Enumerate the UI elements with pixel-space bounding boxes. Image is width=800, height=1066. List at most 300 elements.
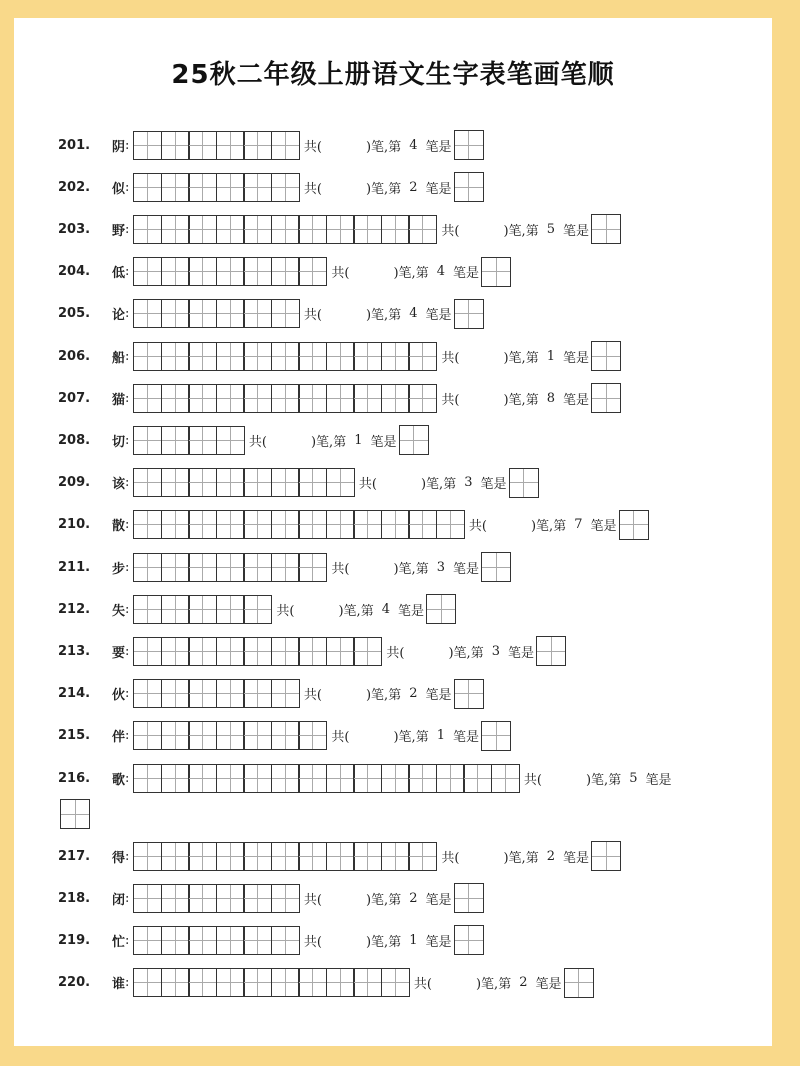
di-label: 第 [388, 688, 402, 704]
stroke-box[interactable] [243, 384, 272, 413]
bishi-label: 笔是 [425, 308, 452, 324]
nth-stroke-number: 8 [546, 390, 555, 406]
stroke-box[interactable] [133, 968, 162, 997]
stroke-box[interactable] [381, 842, 410, 871]
stroke-boxes [133, 721, 327, 750]
stroke-box[interactable] [298, 342, 327, 371]
stroke-box[interactable] [243, 173, 272, 202]
gong-label: 共( [331, 730, 350, 746]
exercise-row [58, 214, 621, 244]
nth-stroke-number: 4 [436, 264, 445, 280]
stroke-box[interactable] [188, 721, 217, 750]
stroke-question [386, 636, 566, 666]
answer-box[interactable] [454, 299, 484, 329]
stroke-box[interactable] [353, 764, 382, 793]
stroke-box[interactable] [161, 510, 190, 539]
bi-label: )笔, [475, 977, 499, 993]
item-number: 203. [58, 221, 91, 237]
gong-label: 共( [441, 223, 460, 239]
gong-label: 共( [441, 350, 460, 366]
stroke-box[interactable] [216, 384, 245, 413]
bi-label: )笔, [365, 181, 389, 197]
stroke-box[interactable] [133, 257, 162, 286]
stroke-box[interactable] [298, 553, 327, 582]
stroke-box[interactable] [161, 131, 190, 160]
stroke-box[interactable] [436, 764, 465, 793]
exercise-row [58, 130, 484, 160]
stroke-box[interactable] [188, 173, 217, 202]
stroke-boxes [133, 637, 382, 666]
item-number: 210. [58, 517, 91, 533]
character: 歌 [112, 772, 126, 788]
bi-label: )笔, [365, 308, 389, 324]
stroke-box[interactable] [243, 131, 272, 160]
stroke-box[interactable] [381, 384, 410, 413]
stroke-box[interactable] [271, 553, 300, 582]
stroke-boxes [133, 468, 355, 497]
gong-label: 共( [358, 477, 377, 493]
colon: : [125, 975, 130, 991]
gong-label: 共( [386, 645, 405, 661]
answer-box[interactable] [454, 925, 484, 955]
gong-label: 共( [441, 850, 460, 866]
worksheet-page [14, 18, 772, 1046]
di-label: 第 [443, 477, 457, 493]
nth-stroke-number: 2 [546, 848, 555, 864]
stroke-box[interactable] [271, 173, 300, 202]
stroke-box[interactable] [216, 764, 245, 793]
stroke-box[interactable] [298, 510, 327, 539]
di-label: 第 [415, 561, 429, 577]
stroke-box[interactable] [216, 342, 245, 371]
stroke-box[interactable] [216, 426, 245, 455]
stroke-box[interactable] [188, 679, 217, 708]
bishi-label: 笔是 [508, 645, 535, 661]
stroke-box[interactable] [216, 926, 245, 955]
stroke-box[interactable] [216, 173, 245, 202]
nth-stroke-number: 3 [491, 643, 500, 659]
answer-box-wrap [58, 799, 90, 829]
gong-label: 共( [331, 561, 350, 577]
stroke-box[interactable] [161, 842, 190, 871]
stroke-box[interactable] [188, 926, 217, 955]
stroke-box[interactable] [298, 842, 327, 871]
di-label: 第 [553, 519, 567, 535]
stroke-box[interactable] [326, 968, 355, 997]
bi-label: )笔, [503, 850, 526, 866]
character: 要 [112, 645, 126, 661]
stroke-question [441, 383, 621, 413]
nth-stroke-number: 4 [409, 137, 418, 153]
answer-box[interactable] [399, 425, 429, 455]
stroke-box[interactable] [326, 384, 355, 413]
stroke-boxes [133, 299, 300, 328]
stroke-box[interactable] [161, 968, 190, 997]
di-label: 第 [608, 772, 622, 788]
stroke-box[interactable] [298, 257, 327, 286]
stroke-box[interactable] [271, 968, 300, 997]
stroke-box[interactable] [188, 131, 217, 160]
stroke-box[interactable] [271, 679, 300, 708]
di-label: 第 [525, 392, 539, 408]
answer-box[interactable] [426, 594, 456, 624]
gong-label: 共( [523, 772, 542, 788]
bishi-label: 笔是 [425, 892, 452, 908]
stroke-question [469, 510, 649, 540]
stroke-box[interactable] [216, 510, 245, 539]
di-label: 第 [388, 181, 402, 197]
answer-box[interactable] [454, 130, 484, 160]
stroke-boxes [133, 426, 245, 455]
stroke-box[interactable] [271, 510, 300, 539]
character: 谁 [112, 977, 126, 993]
exercise-row [58, 925, 484, 955]
stroke-box[interactable] [188, 764, 217, 793]
stroke-box[interactable] [463, 764, 492, 793]
stroke-box[interactable] [381, 764, 410, 793]
stroke-box[interactable] [216, 884, 245, 913]
colon: : [125, 390, 130, 406]
stroke-box[interactable] [161, 426, 190, 455]
gong-label: 共( [303, 934, 322, 950]
stroke-question [331, 721, 511, 751]
nth-stroke-number: 2 [519, 975, 528, 991]
stroke-box[interactable] [271, 884, 300, 913]
stroke-boxes [133, 595, 272, 624]
stroke-box[interactable] [188, 884, 217, 913]
stroke-box[interactable] [161, 679, 190, 708]
exercise-row [58, 594, 456, 624]
bishi-label: 笔是 [453, 730, 480, 746]
item-number: 215. [58, 728, 91, 744]
stroke-box[interactable] [188, 553, 217, 582]
stroke-box[interactable] [243, 215, 272, 244]
stroke-box[interactable] [408, 342, 437, 371]
stroke-box[interactable] [381, 968, 410, 997]
bi-label: )笔, [365, 688, 389, 704]
stroke-box[interactable] [188, 342, 217, 371]
stroke-box[interactable] [133, 342, 162, 371]
bi-label: )笔, [420, 477, 444, 493]
stroke-box[interactable] [161, 173, 190, 202]
nth-stroke-number: 1 [354, 432, 363, 448]
stroke-box[interactable] [161, 595, 190, 624]
stroke-box[interactable] [271, 637, 300, 666]
stroke-box[interactable] [188, 510, 217, 539]
character: 得 [112, 850, 126, 866]
stroke-box[interactable] [326, 842, 355, 871]
stroke-box[interactable] [188, 215, 217, 244]
character: 论 [112, 308, 126, 324]
stroke-box[interactable] [353, 637, 382, 666]
stroke-box[interactable] [133, 842, 162, 871]
stroke-box[interactable] [161, 764, 190, 793]
stroke-box[interactable] [133, 131, 162, 160]
stroke-box[interactable] [243, 553, 272, 582]
bi-label: )笔, [365, 892, 389, 908]
stroke-box[interactable] [188, 384, 217, 413]
stroke-box[interactable] [216, 595, 245, 624]
stroke-box[interactable] [271, 721, 300, 750]
stroke-box[interactable] [353, 215, 382, 244]
stroke-box[interactable] [353, 510, 382, 539]
exercise-row [58, 510, 649, 540]
stroke-box[interactable] [298, 721, 327, 750]
stroke-box[interactable] [133, 637, 162, 666]
stroke-box[interactable] [133, 926, 162, 955]
stroke-box[interactable] [161, 926, 190, 955]
stroke-box[interactable] [188, 468, 217, 497]
bishi-label: 笔是 [563, 850, 590, 866]
character: 似 [112, 181, 126, 197]
answer-box[interactable] [481, 552, 511, 582]
stroke-box[interactable] [133, 721, 162, 750]
stroke-box[interactable] [298, 215, 327, 244]
stroke-box[interactable] [243, 721, 272, 750]
stroke-box[interactable] [271, 215, 300, 244]
exercise-row [58, 883, 484, 913]
stroke-question [359, 468, 539, 498]
stroke-box[interactable] [133, 884, 162, 913]
stroke-box[interactable] [161, 884, 190, 913]
stroke-box[interactable] [326, 215, 355, 244]
stroke-box[interactable] [408, 215, 437, 244]
stroke-box[interactable] [243, 595, 272, 624]
bi-label: )笔, [503, 392, 526, 408]
stroke-box[interactable] [298, 384, 327, 413]
item-number: 209. [58, 475, 91, 491]
stroke-box[interactable] [243, 637, 272, 666]
answer-box[interactable] [481, 257, 511, 287]
di-label: 第 [360, 603, 374, 619]
item-number: 212. [58, 601, 91, 617]
answer-box[interactable] [454, 679, 484, 709]
stroke-box[interactable] [298, 968, 327, 997]
stroke-box[interactable] [491, 764, 520, 793]
stroke-box[interactable] [216, 721, 245, 750]
stroke-box[interactable] [271, 299, 300, 328]
stroke-boxes [133, 842, 437, 871]
stroke-box[interactable] [298, 764, 327, 793]
stroke-box[interactable] [161, 342, 190, 371]
stroke-box[interactable] [271, 131, 300, 160]
nth-stroke-number: 4 [409, 306, 418, 322]
stroke-box[interactable] [408, 764, 437, 793]
stroke-box[interactable] [216, 131, 245, 160]
stroke-box[interactable] [161, 215, 190, 244]
stroke-box[interactable] [216, 842, 245, 871]
stroke-box[interactable] [133, 468, 162, 497]
stroke-box[interactable] [216, 968, 245, 997]
character: 切 [112, 434, 126, 450]
item-number: 217. [58, 848, 91, 864]
stroke-box[interactable] [381, 215, 410, 244]
stroke-box[interactable] [408, 510, 437, 539]
stroke-box[interactable] [216, 553, 245, 582]
stroke-box[interactable] [408, 384, 437, 413]
bishi-label: 笔是 [453, 561, 480, 577]
stroke-box[interactable] [243, 764, 272, 793]
stroke-box[interactable] [188, 968, 217, 997]
bishi-label: 笔是 [563, 392, 590, 408]
answer-box[interactable] [509, 468, 539, 498]
stroke-box[interactable] [408, 842, 437, 871]
answer-box[interactable] [591, 841, 621, 871]
stroke-box[interactable] [188, 637, 217, 666]
character: 忙 [112, 934, 126, 950]
character: 该 [112, 477, 126, 493]
exercise-row [58, 721, 511, 751]
colon: : [125, 643, 130, 659]
item-number: 206. [58, 348, 91, 364]
answer-box[interactable] [481, 721, 511, 751]
item-number: 207. [58, 390, 91, 406]
item-number: 201. [58, 137, 91, 153]
nth-stroke-number: 2 [409, 179, 418, 195]
stroke-box[interactable] [298, 468, 327, 497]
stroke-box[interactable] [216, 257, 245, 286]
stroke-box[interactable] [161, 257, 190, 286]
character: 步 [112, 561, 126, 577]
stroke-box[interactable] [133, 426, 162, 455]
exercise-row [58, 552, 511, 582]
stroke-box[interactable] [188, 595, 217, 624]
stroke-box[interactable] [243, 884, 272, 913]
stroke-box[interactable] [243, 968, 272, 997]
nth-stroke-number: 1 [546, 348, 555, 364]
stroke-box[interactable] [161, 721, 190, 750]
stroke-box[interactable] [133, 595, 162, 624]
stroke-box[interactable] [188, 257, 217, 286]
stroke-box[interactable] [436, 510, 465, 539]
stroke-question [304, 883, 484, 913]
bi-label: )笔, [365, 139, 389, 155]
stroke-box[interactable] [133, 215, 162, 244]
stroke-box[interactable] [243, 257, 272, 286]
bi-label: )笔, [585, 772, 609, 788]
character: 伴 [112, 730, 126, 746]
colon: : [125, 770, 130, 786]
stroke-box[interactable] [161, 468, 190, 497]
stroke-box[interactable] [326, 637, 355, 666]
stroke-box[interactable] [161, 553, 190, 582]
stroke-box[interactable] [133, 510, 162, 539]
stroke-box[interactable] [381, 510, 410, 539]
colon: : [125, 221, 130, 237]
stroke-box[interactable] [216, 637, 245, 666]
exercise-row [58, 299, 484, 329]
stroke-box[interactable] [271, 342, 300, 371]
item-number: 204. [58, 264, 91, 280]
stroke-box[interactable] [133, 173, 162, 202]
stroke-box[interactable] [271, 384, 300, 413]
stroke-box[interactable] [188, 299, 217, 328]
di-label: 第 [525, 223, 539, 239]
stroke-box[interactable] [133, 299, 162, 328]
di-label: 第 [525, 350, 539, 366]
exercise-row [58, 468, 539, 498]
answer-box[interactable] [454, 883, 484, 913]
stroke-box[interactable] [298, 637, 327, 666]
stroke-box[interactable] [161, 299, 190, 328]
stroke-box[interactable] [133, 764, 162, 793]
colon: : [125, 848, 130, 864]
answer-box[interactable] [591, 383, 621, 413]
stroke-box[interactable] [271, 926, 300, 955]
answer-box[interactable] [591, 214, 621, 244]
stroke-box[interactable] [216, 679, 245, 708]
nth-stroke-number: 4 [381, 601, 390, 617]
stroke-box[interactable] [216, 468, 245, 497]
gong-label: 共( [441, 392, 460, 408]
stroke-box[interactable] [216, 299, 245, 328]
exercise-row [58, 425, 429, 455]
stroke-question [331, 257, 511, 287]
gong-label: 共( [303, 308, 322, 324]
stroke-box[interactable] [243, 342, 272, 371]
stroke-box[interactable] [133, 553, 162, 582]
stroke-box[interactable] [271, 257, 300, 286]
gong-label: 共( [303, 181, 322, 197]
colon: : [125, 601, 130, 617]
stroke-box[interactable] [161, 637, 190, 666]
bi-label: )笔, [393, 730, 416, 746]
stroke-box[interactable] [381, 342, 410, 371]
stroke-box[interactable] [326, 468, 355, 497]
stroke-box[interactable] [133, 679, 162, 708]
stroke-box[interactable] [271, 764, 300, 793]
answer-box[interactable] [60, 799, 90, 829]
stroke-question [276, 594, 456, 624]
colon: : [125, 559, 130, 575]
answer-box[interactable] [591, 341, 621, 371]
colon: : [125, 932, 130, 948]
stroke-box[interactable] [243, 299, 272, 328]
colon: : [125, 179, 130, 195]
stroke-box[interactable] [243, 926, 272, 955]
stroke-box[interactable] [161, 384, 190, 413]
answer-box[interactable] [536, 636, 566, 666]
exercise-row [58, 763, 672, 793]
stroke-box[interactable] [243, 679, 272, 708]
stroke-box[interactable] [326, 510, 355, 539]
stroke-box[interactable] [133, 384, 162, 413]
stroke-box[interactable] [353, 384, 382, 413]
stroke-box[interactable] [216, 215, 245, 244]
di-label: 第 [525, 850, 539, 866]
nth-stroke-number: 2 [409, 890, 418, 906]
stroke-box[interactable] [353, 842, 382, 871]
stroke-box[interactable] [326, 342, 355, 371]
stroke-box[interactable] [243, 468, 272, 497]
answer-box[interactable] [619, 510, 649, 540]
bi-label: )笔, [338, 603, 361, 619]
stroke-box[interactable] [243, 842, 272, 871]
stroke-box[interactable] [271, 468, 300, 497]
answer-box[interactable] [564, 968, 594, 998]
stroke-box[interactable] [243, 510, 272, 539]
bishi-label: 笔是 [453, 266, 480, 282]
page-title: 25秋二年级上册语文生字表笔画笔顺 [171, 60, 615, 90]
nth-stroke-number: 1 [409, 932, 418, 948]
stroke-box[interactable] [188, 426, 217, 455]
stroke-box[interactable] [353, 342, 382, 371]
stroke-box[interactable] [326, 764, 355, 793]
stroke-box[interactable] [353, 968, 382, 997]
answer-box[interactable] [454, 172, 484, 202]
stroke-box[interactable] [271, 842, 300, 871]
stroke-box[interactable] [188, 842, 217, 871]
